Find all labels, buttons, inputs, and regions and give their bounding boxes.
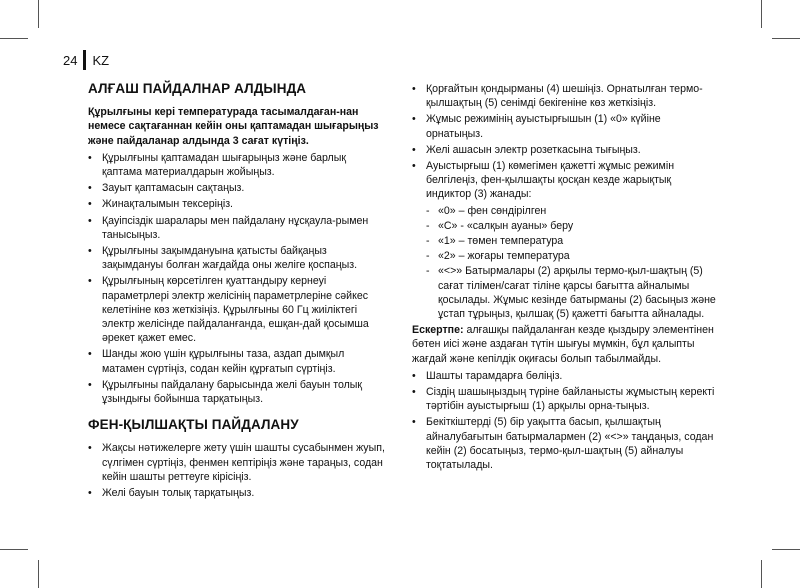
left-column bbox=[88, 82, 388, 502]
crop-mark-top-right-v bbox=[761, 0, 762, 28]
crop-mark-bottom-right-v bbox=[761, 560, 762, 588]
list-item: • Зауыт қаптамасын сақтаңыз. bbox=[88, 181, 388, 195]
list-item: • Құрылғыны зақымдануына қатысты байқаңыз зақымдануы болған жағдайда оны желіге қоспаңыз. bbox=[88, 244, 388, 272]
mode-item: - «0» – фен сөндірілген bbox=[426, 204, 718, 218]
crop-mark-bottom-left-v bbox=[38, 560, 39, 588]
modes-list bbox=[426, 204, 718, 322]
header-divider bbox=[83, 50, 86, 70]
list-item: • Шашты тарамдарға бөліңіз. bbox=[412, 369, 718, 383]
list-item: • Құрылғыны қаптамадан шығарыңыз және барлық қаптама материалдарын жойыңыз. bbox=[88, 151, 388, 179]
before-use-list bbox=[88, 151, 388, 406]
page-header bbox=[63, 50, 109, 70]
styling-list bbox=[412, 369, 718, 472]
note-text: алғашқы пайдаланған кезде қыздыру элементінен бөтен иісі және аздаған түтін шығуы мүмкін, бұл қалыпты жағдай және кепілдік оқиғасы болып табылмайды. bbox=[412, 324, 714, 365]
modes-intro: Ауыстырғыш (1) көмегімен қажетті жұмыс режимін белгілеңіз, фен-қылшақты қосқан кезде жарықтық индиктор (3) жанады: bbox=[426, 160, 675, 201]
crop-mark-top-left-v bbox=[38, 0, 39, 28]
list-item: • Шанды жою үшін құрылғыны таза, аздап дымқыл матамен сүртіңіз, содан кейін құрғатып сүртіңіз. bbox=[88, 347, 388, 375]
list-item-modes bbox=[412, 159, 718, 321]
list-item: • Бекіткіштерді (5) бір уақытта басып, қылшақтың айналубағытын батырмалармен (2) «<>» таңдаңыз, содан кейін (2) босатыңыз, термо-қыл-шақтың (5) айналуы тоқтатылады. bbox=[412, 415, 718, 472]
crop-mark-top-right-h bbox=[772, 38, 800, 39]
section-heading-before-use: АЛҒАШ ПАЙДАЛНАР АЛДЫНДА bbox=[88, 81, 307, 96]
list-item: • Желі ашасын электр розеткасына тығыңыз. bbox=[412, 143, 718, 157]
list-item: • Қорғайтын қондырманы (4) шешіңіз. Орнатылған термо-қылшақтың (5) сенімді бекігеніне көз жеткізіңіз. bbox=[412, 82, 718, 110]
page-number: 24 bbox=[63, 52, 78, 68]
note-paragraph bbox=[412, 323, 718, 366]
section-heading-using-styler: ФЕН-ҚЫЛШАҚТЫ ПАЙДАЛАНУ bbox=[88, 417, 299, 433]
crop-mark-top-left-h bbox=[0, 38, 28, 39]
list-item: • Жақсы нәтижелерге жету үшін шашты сусабынмен жуып, сүлгімен сүртіңіз, фенмен кептіріңіз және тараңыз, содан кейін шашты реттеуге кірісіңіз. bbox=[88, 441, 388, 484]
list-item: • Жұмыс режимінің ауыстырғышын (1) «0» күйіне орнатыңыз. bbox=[412, 112, 718, 140]
mode-item: - «1» – төмен температура bbox=[426, 234, 718, 248]
list-item: • Сіздің шашыңыздың түріне байланысты жұмыстың керекті тәртібін ауыстырғыш (1) арқылы орна-тыңыз. bbox=[412, 385, 718, 413]
crop-mark-bottom-right-h bbox=[772, 549, 800, 550]
list-item: • Жинақталымын тексеріңіз. bbox=[88, 197, 388, 211]
list-item: • Қауіпсіздік шаралары мен пайдалану нұсқаула-рымен танысыңыз. bbox=[88, 214, 388, 242]
mode-item: - «С» - «салқын ауаны» беру bbox=[426, 219, 718, 233]
language-code: KZ bbox=[92, 52, 110, 68]
list-item: • Желі бауын толық тарқатыңыз. bbox=[88, 486, 388, 500]
list-item: • Құрылғының көрсетілген қуаттандыру кернеуі параметрлері электр желісінің параметрлеріне сәйкес келетініне көз жеткізіңіз. Құрылғыны 60 Гц жиіліктегі электр желісінде пайдаланғанда, ешқан-дай қосымша әрекет қажет емес. bbox=[88, 274, 388, 345]
mode-item: - «<>» Батырмалары (2) арқылы термо-қыл-шақтың (5) сағат тілімен/сағат тіліне қарсы бағытта айналымы қосылады. Жұмыс кезінде батырманы (2) басыңыз және ұстап тұрыңыз, қылшақ (5) қажетті бағытта айналады. bbox=[426, 264, 718, 321]
using-styler-list bbox=[88, 441, 388, 500]
intro-paragraph: Құрылғыны кері температурада тасымалдаған-нан немесе сақтағаннан кейін оны қаптамадан шығарыңыз және пайдаланар алдында 3 сағат күтіңіз. bbox=[88, 106, 379, 147]
note-label: Ескертпе: bbox=[412, 324, 464, 337]
operation-list bbox=[412, 82, 718, 321]
crop-mark-bottom-left-h bbox=[0, 549, 28, 550]
mode-item: - «2» – жоғары температура bbox=[426, 249, 718, 263]
right-column bbox=[412, 82, 718, 474]
list-item: • Құрылғыны пайдалану барысында желі бауын толық ұзындығы бойынша тарқатыңыз. bbox=[88, 378, 388, 406]
